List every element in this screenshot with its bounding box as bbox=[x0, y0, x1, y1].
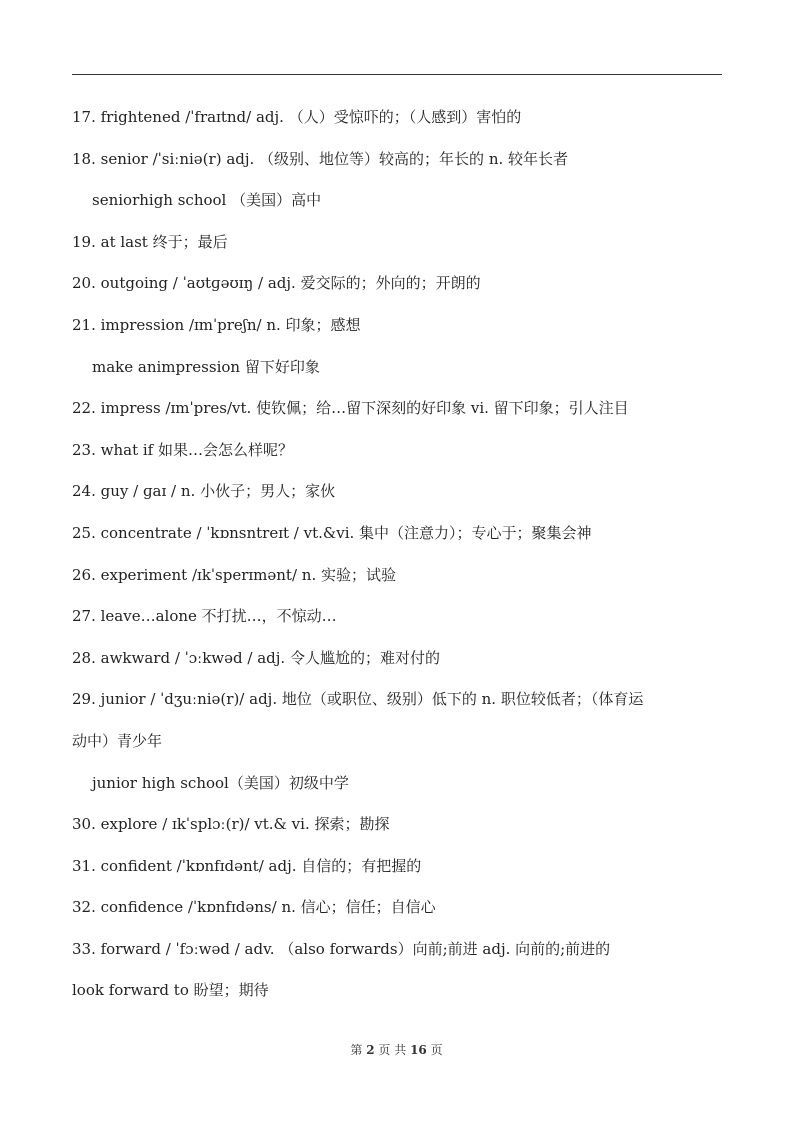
vocabulary-list bbox=[72, 105, 722, 1020]
vocab-line: 33. forward / ˈfɔːwəd / adv. （also forwards）向前;前进 adj. 向前的;前进的 bbox=[72, 939, 611, 958]
vocab-line: 31. confident /ˈkɒnfɪdənt/ adj. 自信的；有把握的 bbox=[72, 856, 422, 875]
vocab-line: 24. guy / ɡaɪ / n. 小伙子；男人；家伙 bbox=[72, 482, 336, 501]
total-page-count: 16 bbox=[410, 1043, 427, 1057]
vocab-line: 30. explore / ɪkˈsplɔː(r)/ vt.& vi. 探索；勘探 bbox=[72, 815, 390, 834]
vocab-line: 22. impress /ɪmˈpres/vt. 使钦佩；给…留下深刻的好印象 vi. 留下印象；引人注目 bbox=[72, 399, 629, 418]
vocab-line: 18. senior /ˈsiːniə(r) adj. （级别、地位等）较高的；年长的 n. 较年长者 bbox=[72, 149, 569, 168]
vocab-line: 26. experiment /ɪkˈsperɪmənt/ n. 实验；试验 bbox=[72, 565, 396, 584]
footer-middle: 页 共 bbox=[378, 1043, 407, 1057]
footer-suffix: 页 bbox=[430, 1043, 443, 1057]
vocab-line: look forward to 盼望；期待 bbox=[72, 981, 269, 1000]
page-footer bbox=[0, 1041, 793, 1058]
current-page-number: 2 bbox=[366, 1043, 375, 1057]
vocab-line: 28. awkward / ˈɔːkwəd / adj. 令人尴尬的；难对付的 bbox=[72, 648, 440, 667]
vocab-line: 23. what if 如果…会怎么样呢？ bbox=[72, 440, 293, 459]
vocab-line: junior high school（美国）初级中学 bbox=[92, 773, 349, 792]
vocab-line: 32. confidence /ˈkɒnfɪdəns/ n. 信心；信任；自信心 bbox=[72, 898, 436, 917]
header-rule bbox=[72, 74, 722, 75]
vocab-line: 20. outgoing / ˈaʊtɡəʊɪŋ / adj. 爱交际的；外向的；开朗的 bbox=[72, 274, 481, 293]
vocab-line: make animpression 留下好印象 bbox=[92, 357, 320, 376]
vocab-line: 25. concentrate / ˈkɒnsntreɪt / vt.&vi. 集中（注意力）；专心于；聚集会神 bbox=[72, 523, 592, 542]
vocab-line: 17. frightened /ˈfraɪtnd/ adj. （人）受惊吓的；（人感到）害怕的 bbox=[72, 108, 522, 126]
vocab-line: 21. impression /ɪmˈpreʃn/ n. 印象；感想 bbox=[72, 315, 361, 334]
vocab-line: seniorhigh school （美国）高中 bbox=[92, 191, 322, 210]
footer-prefix: 第 bbox=[350, 1043, 363, 1057]
vocab-line: 27. leave…alone 不打扰…，不惊动… bbox=[72, 607, 337, 626]
vocab-line: 29. junior / ˈdʒuːniə(r)/ adj. 地位（或职位、级别）低下的 n. 职位较低者；（体育运 bbox=[72, 690, 644, 709]
vocab-line: 19. at last 终于；最后 bbox=[72, 232, 228, 251]
vocab-line: 动中）青少年 bbox=[72, 731, 163, 750]
